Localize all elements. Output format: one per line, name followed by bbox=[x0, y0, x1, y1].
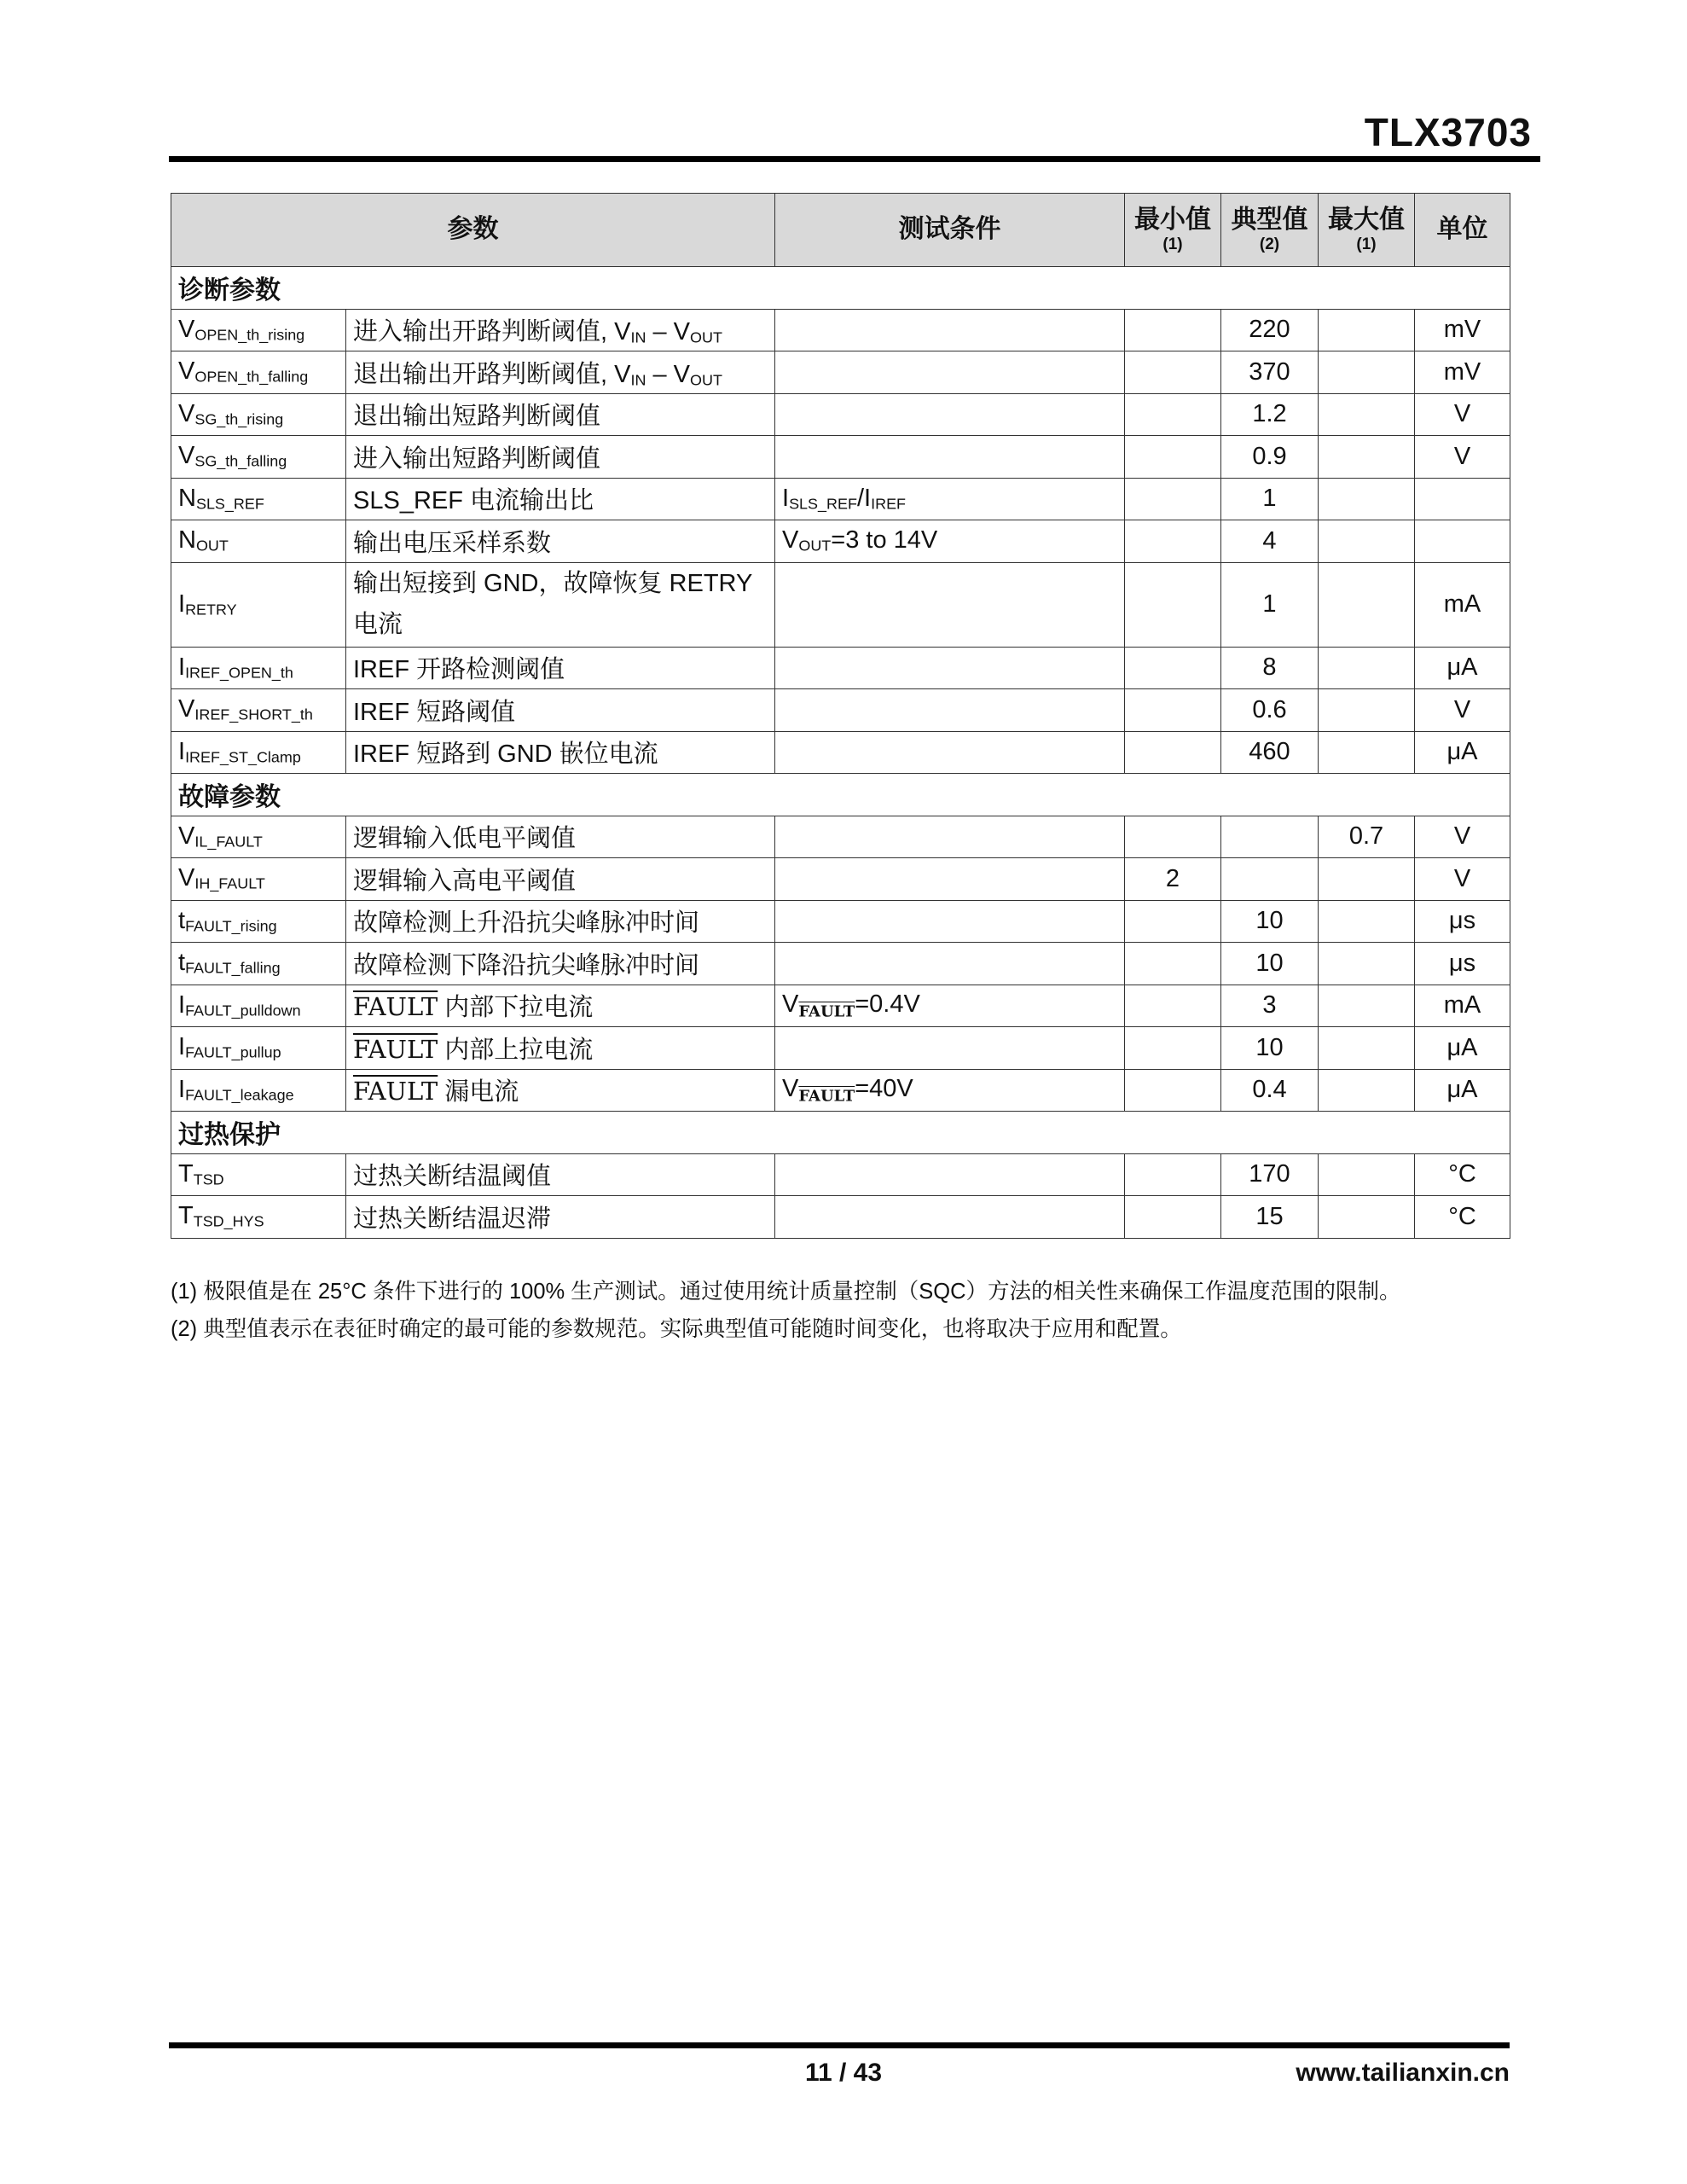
typ-cell: 10 bbox=[1221, 943, 1319, 985]
unit-cell: μA bbox=[1415, 1069, 1510, 1112]
condition-cell bbox=[775, 1196, 1125, 1239]
description-cell: FAULT 漏电流 bbox=[346, 1069, 775, 1112]
max-cell bbox=[1319, 393, 1415, 436]
description-cell: 退出输出短路判断阈值 bbox=[346, 393, 775, 436]
description-cell: FAULT 内部下拉电流 bbox=[346, 985, 775, 1027]
col-header-typ-note: (2) bbox=[1259, 235, 1280, 253]
symbol-cell: $I_{FAULT\_pullup}$ bbox=[171, 1027, 346, 1070]
description-cell: 输出短接到 GND，故障恢复 RETRY 电流 bbox=[346, 562, 775, 647]
table-row bbox=[171, 900, 1510, 943]
table-row bbox=[171, 1069, 1510, 1112]
unit-cell: μA bbox=[1415, 1027, 1510, 1070]
typ-cell bbox=[1221, 858, 1319, 901]
table-row bbox=[171, 1153, 1510, 1196]
description-cell: FAULT 内部上拉电流 bbox=[346, 1027, 775, 1070]
condition-cell bbox=[775, 647, 1125, 689]
col-header-typ-label: 典型值 bbox=[1231, 206, 1308, 235]
footnotes bbox=[171, 1273, 1401, 1348]
typ-cell: 1.2 bbox=[1221, 393, 1319, 436]
typ-cell: 370 bbox=[1221, 351, 1319, 394]
table-row bbox=[171, 436, 1510, 479]
table-row bbox=[171, 1196, 1510, 1239]
section-title: 故障参数 bbox=[171, 774, 1510, 816]
unit-cell: V bbox=[1415, 689, 1510, 732]
table-row bbox=[171, 351, 1510, 394]
min-cell bbox=[1125, 1069, 1221, 1112]
symbol-cell: $V_{SG\_th\_falling}$ bbox=[171, 436, 346, 479]
condition-cell bbox=[775, 309, 1125, 351]
condition-cell: VFAULT=0.4V bbox=[775, 985, 1125, 1027]
condition-cell bbox=[775, 689, 1125, 732]
description-cell: 进入输出开路判断阈值, $V_{IN} - V_{OUT}$ bbox=[346, 309, 775, 351]
description-cell: IREF 短路到 GND 嵌位电流 bbox=[346, 731, 775, 774]
table-row bbox=[171, 647, 1510, 689]
website-link[interactable]: www.tailianxin.cn bbox=[1296, 2059, 1510, 2087]
min-cell bbox=[1125, 1196, 1221, 1239]
table-row bbox=[171, 816, 1510, 858]
typ-cell: 460 bbox=[1221, 731, 1319, 774]
symbol-cell: $t_{FAULT\_falling}$ bbox=[171, 943, 346, 985]
doc-title: TLX3703 bbox=[1364, 110, 1532, 154]
description-cell: IREF 开路检测阈值 bbox=[346, 647, 775, 689]
max-cell bbox=[1319, 436, 1415, 479]
typ-cell: 0.6 bbox=[1221, 689, 1319, 732]
min-cell bbox=[1125, 1027, 1221, 1070]
description-cell: 故障检测上升沿抗尖峰脉冲时间 bbox=[346, 900, 775, 943]
unit-cell: °C bbox=[1415, 1196, 1510, 1239]
max-cell bbox=[1319, 562, 1415, 647]
condition-cell: $V_{OUT}=3$ to 14V bbox=[775, 520, 1125, 563]
condition-cell: $I_{SLS\_REF}/I_{IREF}$ bbox=[775, 478, 1125, 520]
max-cell bbox=[1319, 520, 1415, 563]
table-row bbox=[171, 689, 1510, 732]
symbol-cell: $T_{TSD\_HYS}$ bbox=[171, 1196, 346, 1239]
max-cell bbox=[1319, 309, 1415, 351]
min-cell bbox=[1125, 1153, 1221, 1196]
unit-cell: °C bbox=[1415, 1153, 1510, 1196]
typ-cell: 10 bbox=[1221, 1027, 1319, 1070]
unit-cell bbox=[1415, 478, 1510, 520]
description-cell: 逻辑输入高电平阈值 bbox=[346, 858, 775, 901]
typ-cell: 220 bbox=[1221, 309, 1319, 351]
condition-cell bbox=[775, 1027, 1125, 1070]
symbol-cell: $I_{IREF\_OPEN\_th}$ bbox=[171, 647, 346, 689]
min-cell bbox=[1125, 520, 1221, 563]
unit-cell: mV bbox=[1415, 309, 1510, 351]
max-cell bbox=[1319, 943, 1415, 985]
unit-cell: μs bbox=[1415, 943, 1510, 985]
col-header-min bbox=[1125, 194, 1221, 267]
section-title: 诊断参数 bbox=[171, 267, 1510, 310]
footnote-1: (1) 极限值是在 25°C 条件下进行的 100% 生产测试。通过使用统计质量控制（SQC）方法的相关性来确保工作温度范围的限制。 bbox=[171, 1280, 1401, 1304]
table-row bbox=[171, 309, 1510, 351]
section-row-thermal bbox=[171, 1112, 1510, 1154]
condition-cell bbox=[775, 351, 1125, 394]
col-header-max-label: 最大值 bbox=[1328, 206, 1405, 235]
symbol-cell: $N_{SLS\_REF}$ bbox=[171, 478, 346, 520]
table-row bbox=[171, 943, 1510, 985]
table-header-row bbox=[171, 194, 1510, 267]
typ-cell: 0.9 bbox=[1221, 436, 1319, 479]
description-cell: 过热关断结温阈值 bbox=[346, 1153, 775, 1196]
min-cell bbox=[1125, 436, 1221, 479]
unit-cell: mA bbox=[1415, 985, 1510, 1027]
typ-cell: 1 bbox=[1221, 478, 1319, 520]
unit-cell: V bbox=[1415, 858, 1510, 901]
footnote-2: (2) 典型值表示在表征时确定的最可能的参数规范。实际典型值可能随时间变化，也将取决于应用和配置。 bbox=[171, 1317, 1182, 1341]
header-rule bbox=[169, 156, 1540, 162]
typ-cell: 15 bbox=[1221, 1196, 1319, 1239]
symbol-cell: $N_{OUT}$ bbox=[171, 520, 346, 563]
symbol-cell: $I_{IREF\_ST\_Clamp}$ bbox=[171, 731, 346, 774]
unit-cell: V bbox=[1415, 393, 1510, 436]
description-cell: IREF 短路阈值 bbox=[346, 689, 775, 732]
footer-rule bbox=[169, 2042, 1510, 2048]
unit-cell: μA bbox=[1415, 731, 1510, 774]
typ-cell: 0.4 bbox=[1221, 1069, 1319, 1112]
min-cell bbox=[1125, 647, 1221, 689]
symbol-cell: $V_{SG\_th\_rising}$ bbox=[171, 393, 346, 436]
table-row bbox=[171, 562, 1510, 647]
condition-cell bbox=[775, 858, 1125, 901]
max-cell bbox=[1319, 858, 1415, 901]
symbol-cell: $T_{TSD}$ bbox=[171, 1153, 346, 1196]
unit-cell: μA bbox=[1415, 647, 1510, 689]
min-cell bbox=[1125, 393, 1221, 436]
typ-cell: 3 bbox=[1221, 985, 1319, 1027]
col-header-typ bbox=[1221, 194, 1319, 267]
section-row-diagnostics bbox=[171, 267, 1510, 310]
symbol-cell: $I_{FAULT\_leakage}$ bbox=[171, 1069, 346, 1112]
unit-cell: mV bbox=[1415, 351, 1510, 394]
description-cell: SLS_REF 电流输出比 bbox=[346, 478, 775, 520]
condition-cell: VFAULT=40V bbox=[775, 1069, 1125, 1112]
condition-cell bbox=[775, 816, 1125, 858]
unit-cell: V bbox=[1415, 816, 1510, 858]
condition-cell bbox=[775, 562, 1125, 647]
max-cell bbox=[1319, 985, 1415, 1027]
condition-cell bbox=[775, 393, 1125, 436]
max-cell bbox=[1319, 478, 1415, 520]
typ-cell: 4 bbox=[1221, 520, 1319, 563]
table-row bbox=[171, 858, 1510, 901]
symbol-cell: $I_{FAULT\_pulldown}$ bbox=[171, 985, 346, 1027]
col-header-param: 参数 bbox=[171, 194, 775, 267]
table-row bbox=[171, 393, 1510, 436]
description-cell: 过热关断结温迟滞 bbox=[346, 1196, 775, 1239]
condition-cell bbox=[775, 731, 1125, 774]
col-header-max bbox=[1319, 194, 1415, 267]
col-header-max-note: (1) bbox=[1356, 235, 1377, 253]
condition-cell bbox=[775, 943, 1125, 985]
section-title: 过热保护 bbox=[171, 1112, 1510, 1154]
description-cell: 故障检测下降沿抗尖峰脉冲时间 bbox=[346, 943, 775, 985]
col-header-min-label: 最小值 bbox=[1134, 206, 1211, 235]
symbol-cell: $I_{RETRY}$ bbox=[171, 562, 346, 647]
unit-cell bbox=[1415, 520, 1510, 563]
typ-cell: 8 bbox=[1221, 647, 1319, 689]
table-row bbox=[171, 520, 1510, 563]
unit-cell: μs bbox=[1415, 900, 1510, 943]
max-cell bbox=[1319, 1153, 1415, 1196]
min-cell bbox=[1125, 985, 1221, 1027]
condition-cell bbox=[775, 1153, 1125, 1196]
max-cell bbox=[1319, 900, 1415, 943]
max-cell: 0.7 bbox=[1319, 816, 1415, 858]
description-cell: 逻辑输入低电平阈值 bbox=[346, 816, 775, 858]
page-number: 11 / 43 bbox=[804, 2059, 883, 2087]
table-row bbox=[171, 478, 1510, 520]
max-cell bbox=[1319, 731, 1415, 774]
min-cell: 2 bbox=[1125, 858, 1221, 901]
description-cell: 输出电压采样系数 bbox=[346, 520, 775, 563]
col-header-min-note: (1) bbox=[1162, 235, 1183, 253]
max-cell bbox=[1319, 647, 1415, 689]
max-cell bbox=[1319, 689, 1415, 732]
typ-cell: 1 bbox=[1221, 562, 1319, 647]
max-cell bbox=[1319, 1196, 1415, 1239]
min-cell bbox=[1125, 731, 1221, 774]
section-row-fault bbox=[171, 774, 1510, 816]
max-cell bbox=[1319, 351, 1415, 394]
description-cell: 进入输出短路判断阈值 bbox=[346, 436, 775, 479]
table-row bbox=[171, 1027, 1510, 1070]
symbol-cell: $V_{IREF\_SHORT\_th}$ bbox=[171, 689, 346, 732]
unit-cell: V bbox=[1415, 436, 1510, 479]
max-cell bbox=[1319, 1027, 1415, 1070]
min-cell bbox=[1125, 562, 1221, 647]
min-cell bbox=[1125, 478, 1221, 520]
symbol-cell: $t_{FAULT\_rising}$ bbox=[171, 900, 346, 943]
min-cell bbox=[1125, 943, 1221, 985]
col-header-unit: 单位 bbox=[1415, 194, 1510, 267]
description-cell: 退出输出开路判断阈值, $V_{IN} - V_{OUT}$ bbox=[346, 351, 775, 394]
table-row bbox=[171, 731, 1510, 774]
symbol-cell: $V_{IH\_FAULT}$ bbox=[171, 858, 346, 901]
symbol-cell: $V_{IL\_FAULT}$ bbox=[171, 816, 346, 858]
condition-cell bbox=[775, 436, 1125, 479]
min-cell bbox=[1125, 900, 1221, 943]
min-cell bbox=[1125, 816, 1221, 858]
typ-cell bbox=[1221, 816, 1319, 858]
max-cell bbox=[1319, 1069, 1415, 1112]
table-row bbox=[171, 985, 1510, 1027]
typ-cell: 10 bbox=[1221, 900, 1319, 943]
min-cell bbox=[1125, 309, 1221, 351]
symbol-cell: $V_{OPEN\_th\_falling}$ bbox=[171, 351, 346, 394]
col-header-condition: 测试条件 bbox=[775, 194, 1125, 267]
min-cell bbox=[1125, 689, 1221, 732]
spec-table bbox=[171, 193, 1510, 1239]
typ-cell: 170 bbox=[1221, 1153, 1319, 1196]
symbol-cell: $V_{OPEN\_th\_rising}$ bbox=[171, 309, 346, 351]
unit-cell: mA bbox=[1415, 562, 1510, 647]
min-cell bbox=[1125, 351, 1221, 394]
condition-cell bbox=[775, 900, 1125, 943]
